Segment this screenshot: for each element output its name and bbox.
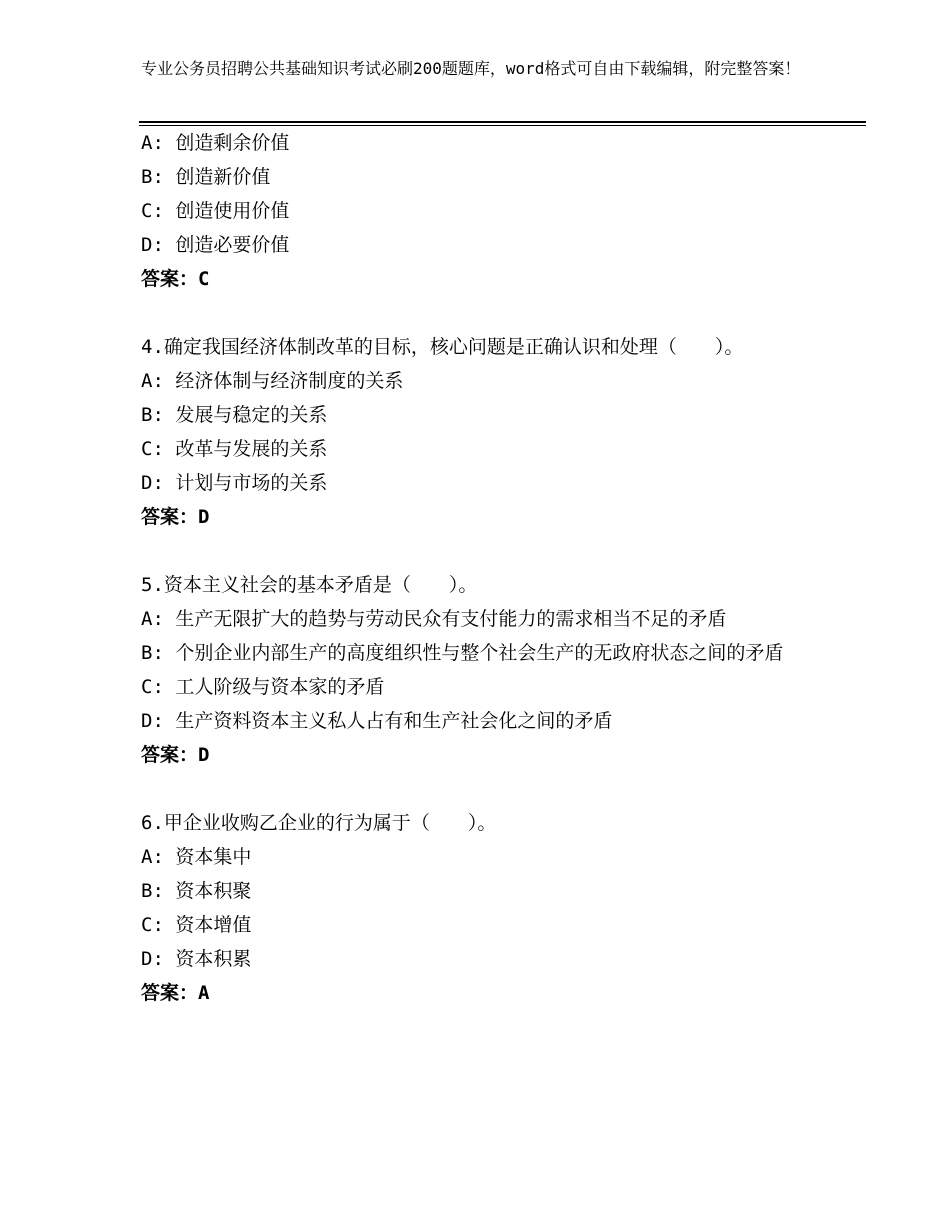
answer: 答案：C (141, 268, 210, 290)
option-a: A: 生产无限扩大的趋势与劳动民众有支付能力的需求相当不足的矛盾 (141, 608, 727, 630)
header-rule-thick (139, 121, 866, 123)
option-a: A: 创造剩余价值 (141, 132, 290, 154)
question-5 (141, 568, 821, 772)
question-3 (141, 126, 821, 296)
question-stem: 4.确定我国经济体制改革的目标，核心问题是正确认识和处理（ ）。 (141, 336, 744, 358)
question-6 (141, 806, 821, 1010)
answer: 答案：A (141, 982, 210, 1004)
question-stem: 6.甲企业收购乙企业的行为属于（ ）。 (141, 812, 497, 834)
option-c: C: 资本增值 (141, 914, 252, 936)
option-d: D: 生产资料资本主义私人占有和生产社会化之间的矛盾 (141, 710, 613, 732)
option-b: B: 发展与稳定的关系 (141, 404, 328, 426)
option-c: C: 改革与发展的关系 (141, 438, 328, 460)
option-d: D: 计划与市场的关系 (141, 472, 328, 494)
option-a: A: 经济体制与经济制度的关系 (141, 370, 404, 392)
answer: 答案：D (141, 744, 210, 766)
option-b: B: 创造新价值 (141, 166, 271, 188)
option-a: A: 资本集中 (141, 846, 252, 868)
option-d: D: 资本积累 (141, 948, 252, 970)
question-4 (141, 330, 821, 534)
question-stem: 5.资本主义社会的基本矛盾是（ ）。 (141, 574, 478, 596)
option-b: B: 资本积聚 (141, 880, 252, 902)
option-b: B: 个别企业内部生产的高度组织性与整个社会生产的无政府状态之间的矛盾 (141, 642, 784, 664)
question-list (141, 126, 821, 1010)
answer: 答案：D (141, 506, 210, 528)
option-d: D: 创造必要价值 (141, 234, 290, 256)
option-c: C: 工人阶级与资本家的矛盾 (141, 676, 385, 698)
document-header: 专业公务员招聘公共基础知识考试必刷200题题库，word格式可自由下载编辑，附完整答案！ (141, 59, 801, 78)
option-c: C: 创造使用价值 (141, 200, 290, 222)
